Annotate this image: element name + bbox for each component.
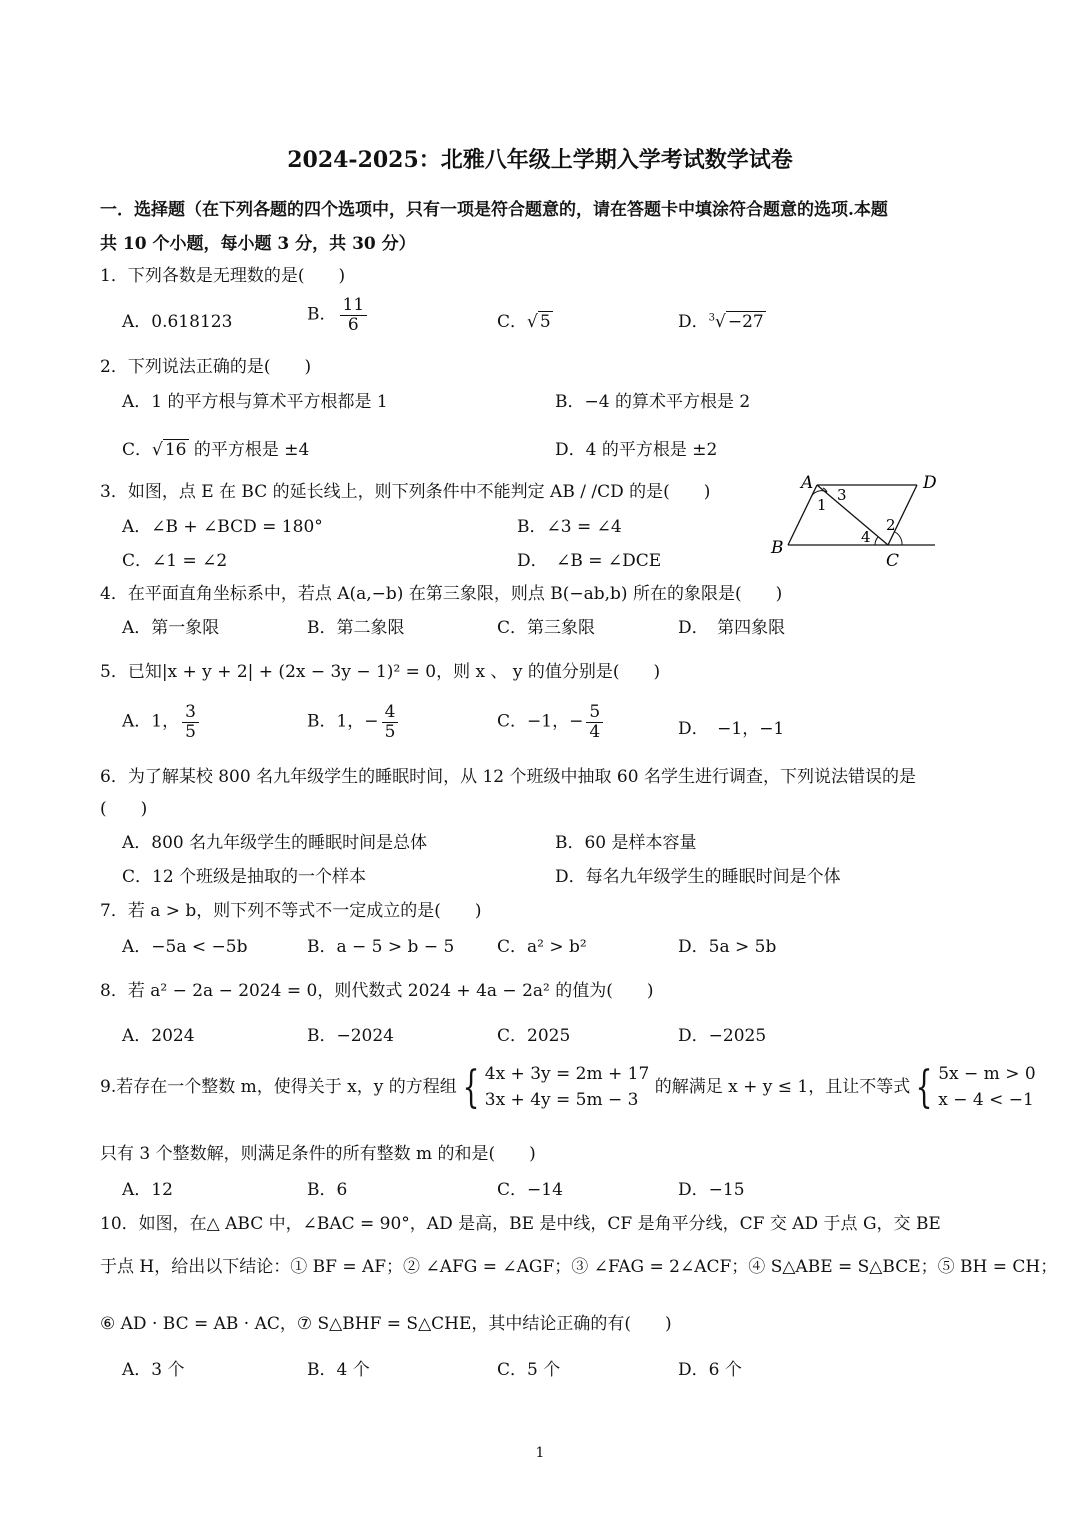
q4-option-b: B．第二象限 — [307, 618, 405, 638]
q5-option-d: D． −1，−1 — [678, 719, 785, 739]
q1-option-c: C．√ 5 — [497, 312, 551, 332]
q3-option-d: D． ∠B = ∠DCE — [517, 551, 662, 571]
q7-option-c: C．a² > b² — [497, 937, 587, 957]
q5-option-a: A．1， $\frac{3}{5}$ — [122, 703, 202, 741]
q9-option-a: A．12 — [122, 1180, 173, 1200]
q7-option-b: B．a − 5 > b − 5 — [307, 937, 455, 957]
q3-figure — [765, 470, 945, 572]
q9-option-d: D．−15 — [678, 1180, 745, 1200]
q6-stem: 6．为了解某校 800 名九年级学生的睡眠时间，从 12 个班级中抽取 60 名学生进行调查，下列说法错误的是 — [100, 767, 916, 787]
fig-label-c: C — [886, 551, 900, 571]
q10-option-c: C．5 个 — [497, 1360, 561, 1380]
q2-option-a: A．1 的平方根与算术平方根都是 1 — [122, 392, 388, 412]
q2-option-d: D．4 的平方根是 ±2 — [555, 440, 718, 460]
q10-stem-line3: ⑥ AD · BC = AB · AC，⑦ S△BHF = S△CHE，其中结论正确的有( ) — [100, 1314, 672, 1334]
q2-option-c: C．√ 16 的平方根是 ±4 — [122, 440, 310, 460]
q8-stem: 8．若 a² − 2a − 2024 = 0，则代数式 2024 + 4a − 2a² 的值为( ) — [100, 981, 654, 1001]
section-heading-line1: 一．选择题（在下列各题的四个选项中，只有一项是符合题意的，请在答题卡中填涂符合题意的选项.本题 — [100, 200, 888, 220]
q4-option-c: C．第三象限 — [497, 618, 596, 638]
q8-option-c: C．2025 — [497, 1026, 571, 1046]
fig-angle-4: 4 — [861, 528, 871, 546]
q8-option-d: D．−2025 — [678, 1026, 767, 1046]
fig-angle-2: 2 — [886, 516, 896, 534]
fig-label-d: D — [923, 473, 937, 493]
q8-option-a: A．2024 — [122, 1026, 195, 1046]
fig-label-a: A — [801, 473, 814, 493]
q1-option-d: D．$^3$√ −27 — [678, 312, 764, 332]
q2-stem: 2．下列说法正确的是( ) — [100, 357, 312, 377]
q4-stem: 4．在平面直角坐标系中，若点 A(a,−b) 在第三象限，则点 B(−ab,b) 所在的象限是( ) — [100, 584, 783, 604]
q10-option-d: D．6 个 — [678, 1360, 742, 1380]
q6-option-b: B．60 是样本容量 — [555, 833, 697, 853]
q5-option-c: C．−1，− $\frac{5}{4}$ — [497, 703, 606, 741]
q1-stem: 1．下列各数是无理数的是( ) — [100, 266, 346, 286]
q5-option-b: B．1，− $\frac{4}{5}$ — [307, 703, 401, 741]
page-title: 2024-2025：北雅八年级上学期入学考试数学试卷 — [287, 147, 793, 173]
q4-option-a: A．第一象限 — [122, 618, 220, 638]
page-number: 1 — [535, 1445, 545, 1461]
q1-option-b: B． $\frac{11}{6}$ — [307, 296, 370, 334]
q3-option-c: C．∠1 = ∠2 — [122, 551, 228, 571]
q10-stem-line2: 于点 H，给出以下结论：① BF = AF；② ∠AFG = ∠AGF；③ ∠FAG = 2∠ACF；④ S△ABE = S△BCE；⑤ BH = CH； — [100, 1257, 1058, 1277]
q6-stem-paren: ( ) — [100, 799, 148, 819]
q2-option-b: B．−4 的算术平方根是 2 — [555, 392, 751, 412]
q9-option-c: C．−14 — [497, 1180, 563, 1200]
q3-option-a: A．∠B + ∠BCD = 180° — [122, 517, 323, 537]
q10-stem-line1: 10．如图，在△ ABC 中，∠BAC = 90°，AD 是高，BE 是中线，CF 是角平分线，CF 交 AD 于点 G，交 BE — [100, 1214, 941, 1234]
q10-option-b: B．4 个 — [307, 1360, 370, 1380]
fig-angle-1: 1 — [817, 496, 827, 514]
q6-option-a: A．800 名九年级学生的睡眠时间是总体 — [122, 833, 428, 853]
fig-angle-3: 3 — [837, 486, 847, 504]
q3-stem: 3．如图，点 E 在 BC 的延长线上，则下列条件中不能判定 AB / /CD 的是( ) — [100, 482, 711, 502]
q9-stem-line2: 只有 3 个整数解，则满足条件的所有整数 m 的和是( ) — [100, 1144, 536, 1164]
q9-option-b: B．6 — [307, 1180, 348, 1200]
q8-option-b: B．−2024 — [307, 1026, 395, 1046]
fig-label-b: B — [771, 538, 784, 558]
q1-option-a: A．0.618123 — [122, 312, 233, 332]
q7-option-d: D．5a > 5b — [678, 937, 777, 957]
q6-option-d: D．每名九年级学生的睡眠时间是个体 — [555, 867, 841, 887]
q4-option-d: D． 第四象限 — [678, 618, 786, 638]
q9-stem: 9.若存在一个整数 m，使得关于 x，y 的方程组 { 4x + 3y = 2m + 17 3x + 4y = 5m − 3 的解满足 x + y ≤ 1，且让不等式 { 5x − m > 0 x − 4 < −1 — [100, 1061, 1036, 1113]
q6-option-c: C．12 个班级是抽取的一个样本 — [122, 867, 367, 887]
q5-stem: 5．已知|x + y + 2| + (2x − 3y − 1)² = 0，则 x 、 y 的值分别是( ) — [100, 662, 661, 682]
q10-option-a: A．3 个 — [122, 1360, 185, 1380]
q7-option-a: A．−5a < −5b — [122, 937, 248, 957]
q3-option-b: B．∠3 = ∠4 — [517, 517, 622, 537]
section-heading-line2: 共 10 个小题，每小题 3 分，共 30 分） — [100, 234, 416, 254]
q7-stem: 7．若 a > b，则下列不等式不一定成立的是( ) — [100, 901, 482, 921]
